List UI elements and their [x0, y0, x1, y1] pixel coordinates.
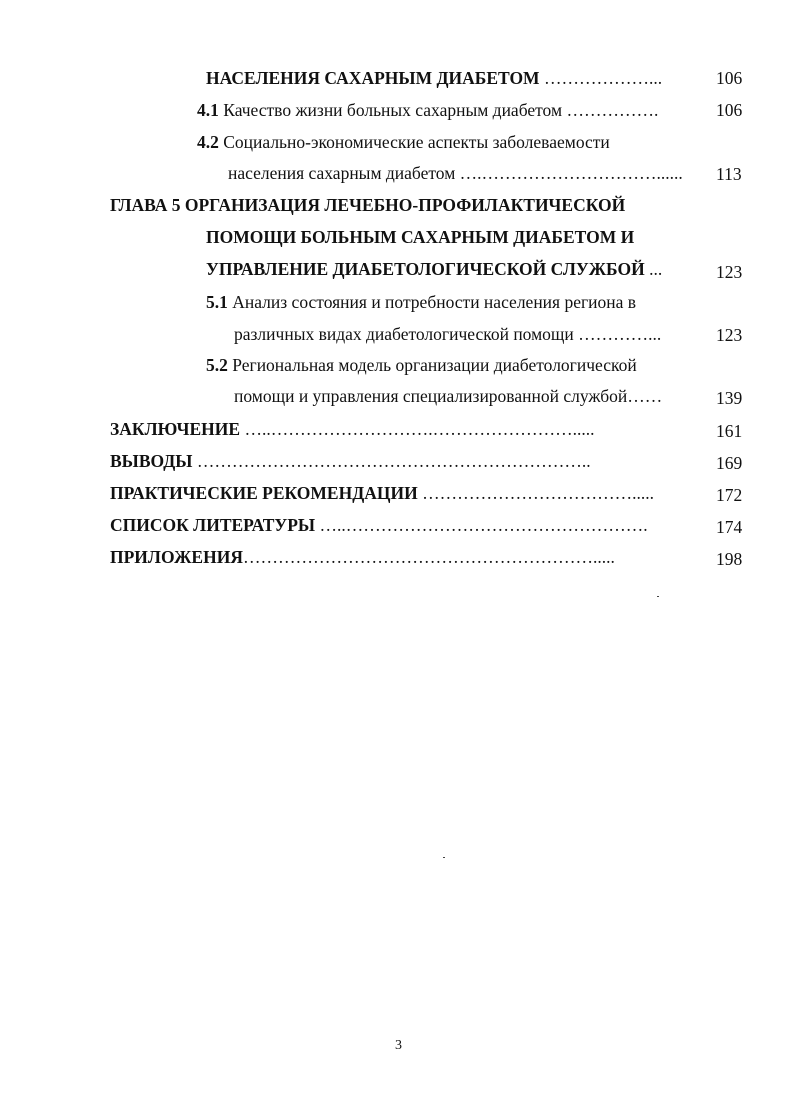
toc-entry-section-4-2-line-2: [228, 162, 683, 184]
toc-entry-recommendations: [110, 482, 654, 504]
toc-entry-section-5-1: [206, 291, 636, 313]
toc-leader-dots: ……: [627, 386, 663, 406]
toc-leader-dots: ………………...: [539, 68, 663, 88]
toc-page-number: 161: [716, 421, 743, 441]
toc-entry-title-continued: помощи и управления специализированной службой: [234, 386, 628, 406]
toc-entry-appendices: [110, 546, 615, 568]
toc-leader-dots: …………………………………………………….....: [242, 547, 615, 567]
toc-entry-title: Региональная модель организации диабетологической: [227, 355, 637, 375]
toc-entry-chapter-4-continued: [206, 67, 662, 89]
toc-page-number: 172: [716, 485, 743, 505]
toc-leader-dots: …………………………………………………………..: [192, 451, 591, 471]
toc-chapter-title-continued: ПОМОЩИ БОЛЬНЫМ САХАРНЫМ ДИАБЕТОМ И: [206, 227, 635, 247]
page-number: 3: [395, 1038, 402, 1053]
toc-entry-title: ПРАКТИЧЕСКИЕ РЕКОМЕНДАЦИИ: [110, 483, 418, 503]
toc-page-number: 174: [716, 517, 743, 537]
toc-page-number: 139: [716, 388, 743, 408]
toc-leader-dots: …..…………………………………………….: [315, 515, 648, 535]
toc-entry-title: НАСЕЛЕНИЯ САХАРНЫМ ДИАБЕТОМ: [206, 68, 540, 88]
toc-leader-dots: …..……………………….…………………….....: [240, 419, 595, 439]
toc-page-number: 123: [716, 325, 743, 345]
toc-entry-section-4-2: [197, 131, 610, 153]
toc-entry-findings: [110, 450, 591, 472]
toc-entry-section-5-2-line-2: [234, 385, 662, 407]
toc-page-number: 106: [716, 100, 743, 120]
toc-entry-title: Социально-экономические аспекты заболеваемости: [218, 132, 610, 152]
toc-entry-title: ЗАКЛЮЧЕНИЕ: [110, 419, 241, 439]
toc-section-number: 4.2: [197, 132, 219, 152]
toc-section-number: 5.2: [206, 355, 228, 375]
toc-entry-chapter-5: [110, 194, 625, 216]
toc-entry-title: ПРИЛОЖЕНИЯ: [110, 547, 243, 567]
toc-entry-section-4-1: [197, 99, 658, 121]
toc-leader-dots: ...: [644, 259, 663, 279]
toc-leader-dots: ……………………………….....: [417, 483, 654, 503]
toc-entry-section-5-2: [206, 354, 637, 376]
toc-entry-title: ВЫВОДЫ: [110, 451, 193, 471]
toc-entry-conclusion: [110, 418, 594, 440]
scan-speck: [657, 596, 659, 597]
toc-chapter-title: ГЛАВА 5 ОРГАНИЗАЦИЯ ЛЕЧЕБНО-ПРОФИЛАКТИЧЕСКОЙ: [110, 195, 626, 215]
toc-page-number: 198: [716, 549, 743, 569]
toc-page-number: 123: [716, 262, 743, 282]
toc-leader-dots: …………...: [573, 324, 662, 344]
toc-entry-chapter-5-line-2: [206, 226, 634, 248]
toc-page-number: 113: [716, 164, 742, 184]
toc-entry-title: СПИСОК ЛИТЕРАТУРЫ: [110, 515, 316, 535]
toc-chapter-title-continued: УПРАВЛЕНИЕ ДИАБЕТОЛОГИЧЕСКОЙ СЛУЖБОЙ: [206, 259, 645, 279]
scan-speck: [443, 857, 445, 858]
toc-section-number: 5.1: [206, 292, 228, 312]
toc-entry-references: [110, 514, 648, 536]
toc-entry-title-continued: населения сахарным диабетом: [228, 163, 456, 183]
toc-leader-dots: ….…………………………......: [455, 163, 683, 183]
toc-entry-title: Качество жизни больных сахарным диабетом: [218, 100, 563, 120]
toc-page-number: 169: [716, 453, 743, 473]
toc-entry-title-continued: различных видах диабетологической помощи: [234, 324, 574, 344]
toc-entry-title: Анализ состояния и потребности населения региона в: [227, 292, 637, 312]
toc-entry-section-5-1-line-2: [234, 323, 661, 345]
toc-leader-dots: …………….: [562, 100, 659, 120]
toc-entry-chapter-5-line-3: [206, 258, 662, 280]
toc-section-number: 4.1: [197, 100, 219, 120]
toc-page-number: 106: [716, 68, 743, 88]
